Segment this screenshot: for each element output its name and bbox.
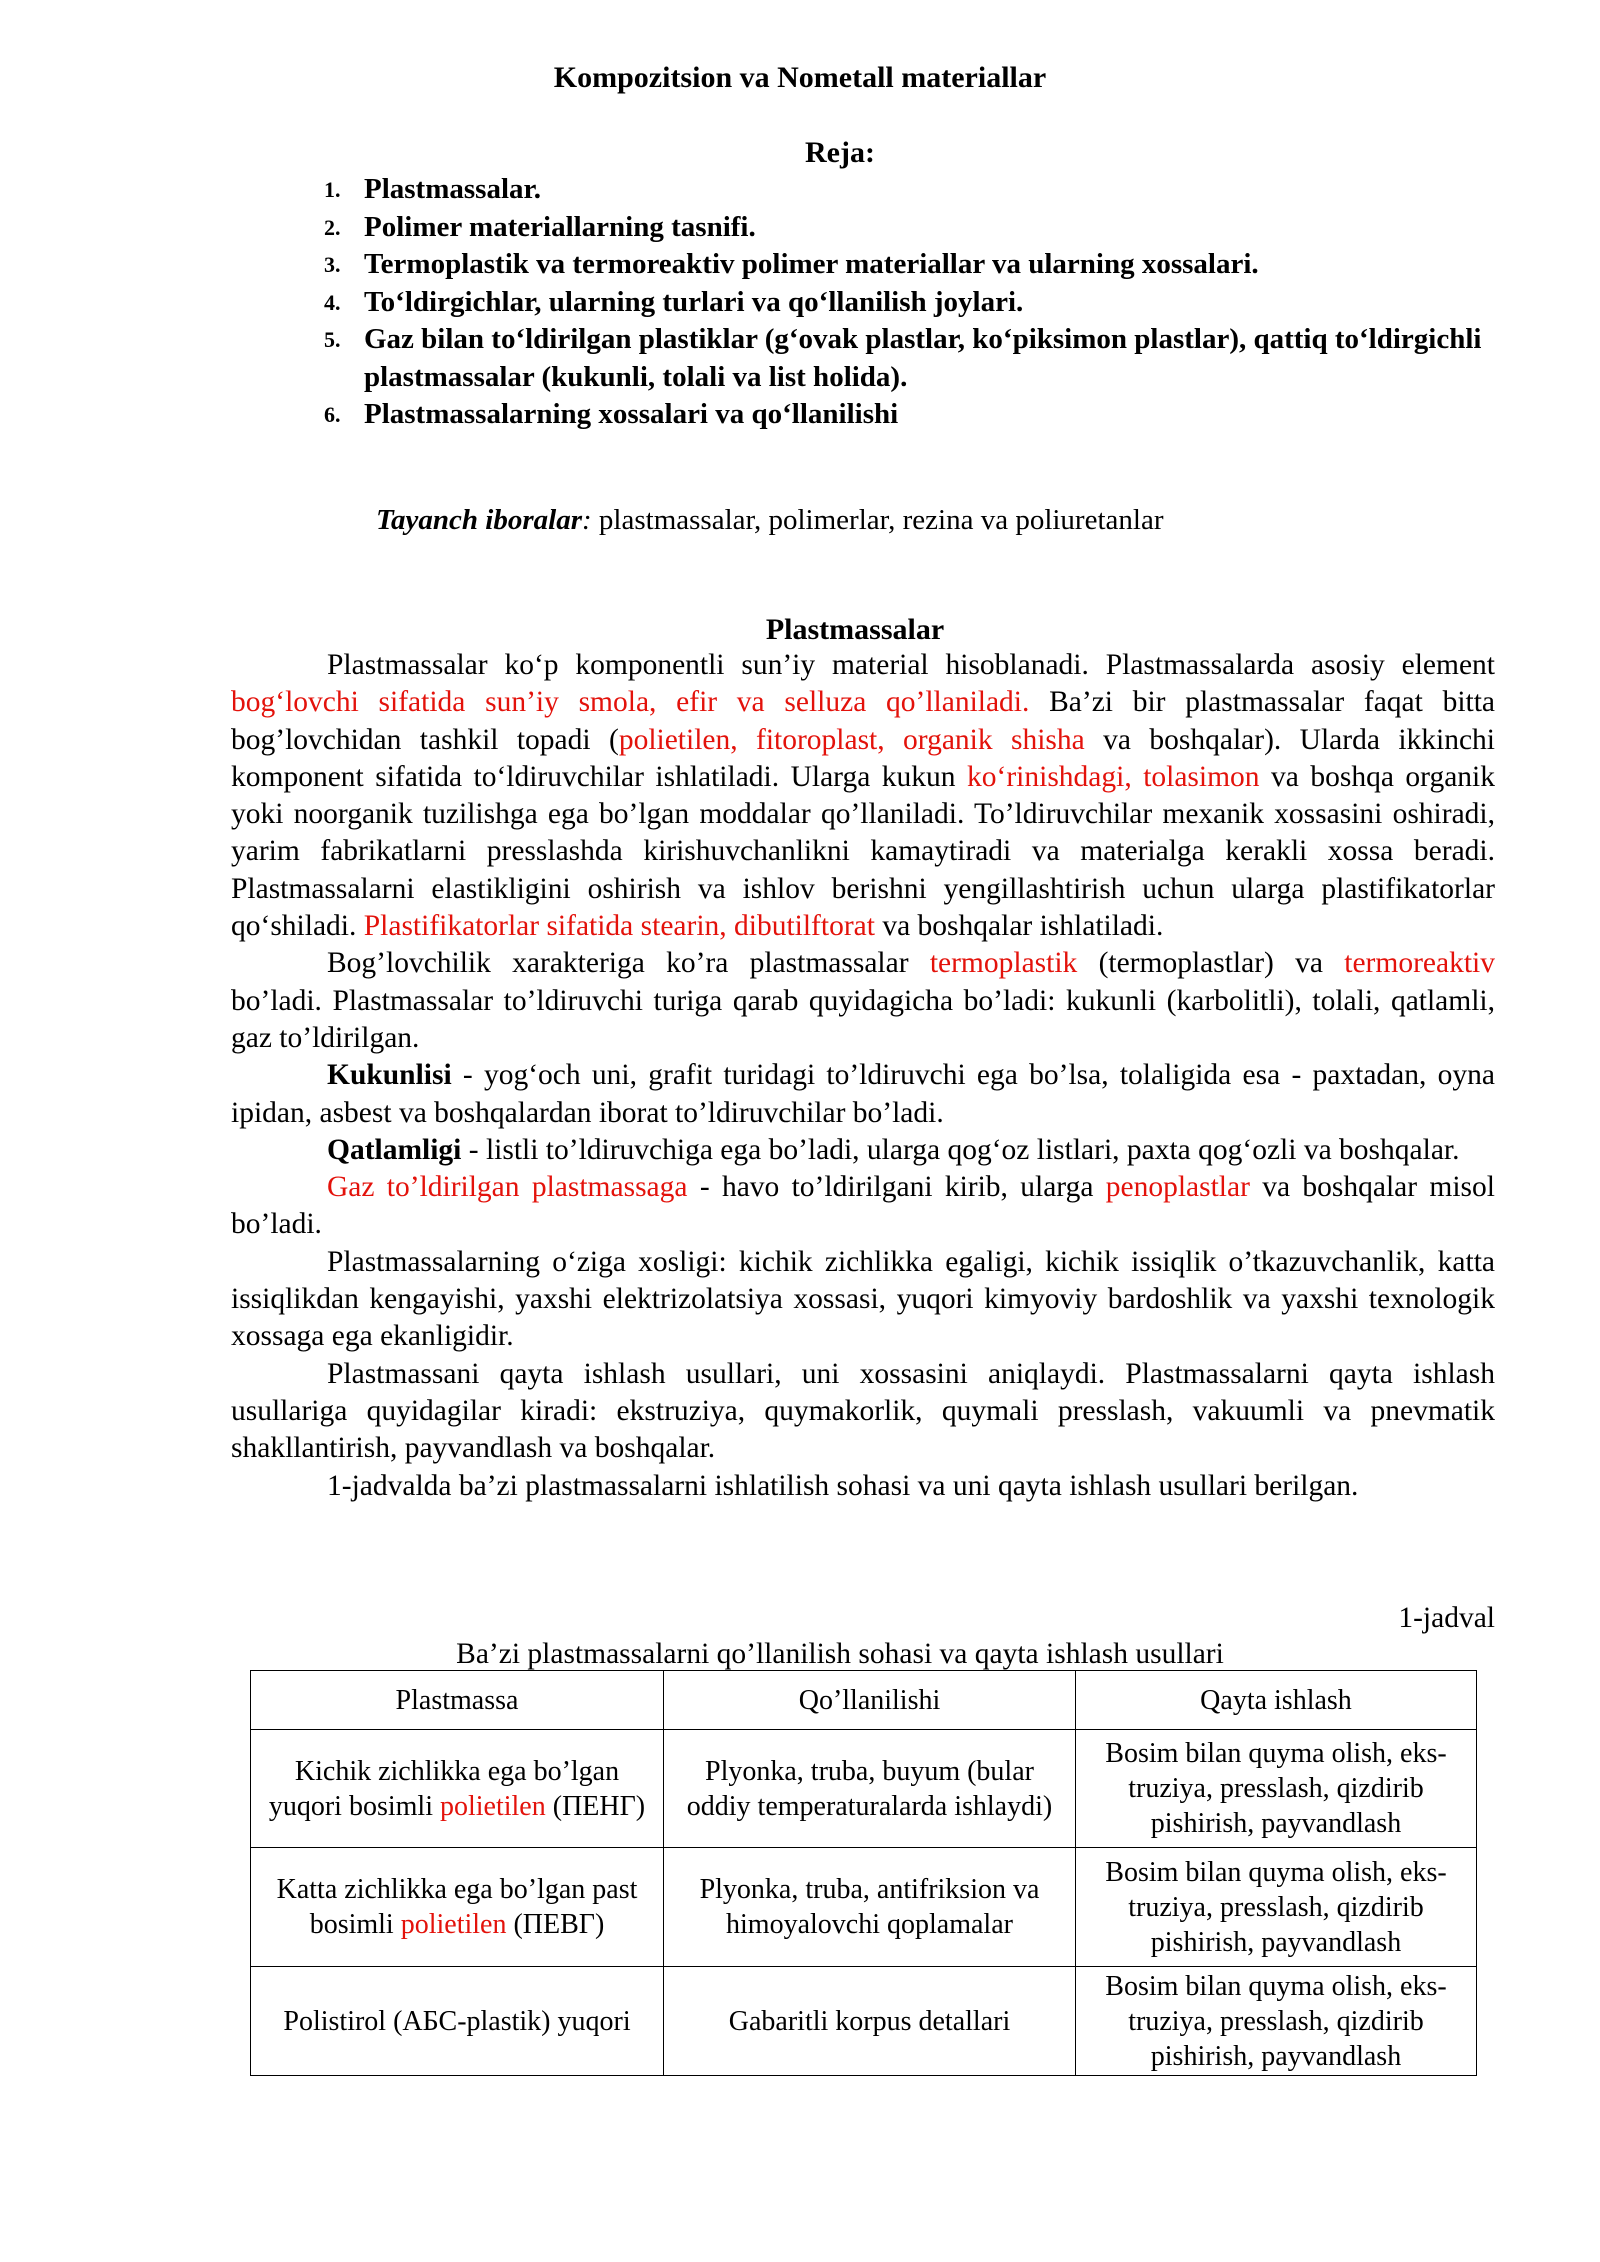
plan-item-number: 2. xyxy=(324,214,341,240)
document-title: Kompozitsion va Nometall materiallar xyxy=(553,61,1047,94)
highlight-run: termoplastik xyxy=(929,947,1078,980)
plan-item-text: Plastmassalarning xossalari va qo‘llanilishi xyxy=(364,398,899,430)
table-cell-processing: Bosim bilan quyma olish, eks-truziya, presslash, qizdirib pishirish, payvandlash xyxy=(1076,1730,1477,1848)
text-run: (ПЕВГ) xyxy=(506,1909,605,1940)
plan-item xyxy=(324,284,1514,322)
table-cell-plastic xyxy=(251,1848,664,1967)
text-run: - listli to’ldiruvchiga ega bo’ladi, ularga qog‘oz listlari, paxta qog‘ozli va boshqalar. xyxy=(461,1133,1460,1166)
table-cell-usage: Plyonka, truba, antifriksion va himoyalovchi qoplamalar xyxy=(664,1848,1076,1967)
plan-item-text: Termoplastik va termoreaktiv polimer materiallar va ularning xossalari. xyxy=(364,248,1259,280)
plan-item-text: Polimer materiallarning tasnifi. xyxy=(364,210,756,243)
text-run: - havo to’ldirilgani kirib, ularga xyxy=(687,1171,1106,1204)
text-run: (termoplastlar) va xyxy=(1077,947,1345,980)
table-cell-processing: Bosim bilan quyma olish, eks-truziya, presslash, qizdirib pishirish, payvandlash xyxy=(1076,1848,1477,1967)
text-run: va boshqa organik yoki noorganik tuzilishga ega bo’lgan moddalar qo’llaniladi. To’ldiruvchilar mexanik xossasini oshiradi, yarim fabrikatlarni presslashda kirishuvchanlikni kamaytiradi va materialga kerakli xossa beradi. Plastmassalarni elastikligini oshirish va ishlov berishni yengillashtirish uchun ularga plastifikatorlar qo‘shiladi. xyxy=(231,760,1495,943)
paragraph: Plastmassani qayta ishlash usullari, uni xossasini aniqlaydi. Plastmassalarni qayta ishlash usullariga quyidagilar kiradi: ekstruziya, quymakorlik, quymali presslash, vakuumli va pnevmatik shakllantirish, payvandlash va boshqalar. xyxy=(231,1357,1495,1465)
highlight-run: polietilen xyxy=(400,1909,507,1940)
paragraph xyxy=(231,1057,1495,1132)
paragraph xyxy=(231,647,1495,945)
plan-item xyxy=(324,246,1514,284)
text-run: va boshqalar misol bo’ladi. xyxy=(231,1171,1495,1241)
keywords-label: Tayanch iboralar xyxy=(376,504,582,536)
text-run: bo’ladi. Plastmassalar to’ldiruvchi turiga qarab quyidagicha bo’ladi: kukunli (karbolitli), tolali, qatlamli, gaz to’ldirilgan. xyxy=(231,984,1495,1054)
paragraph: 1-jadvalda ba’zi plastmassalarni ishlatilish sohasi va uni qayta ishlash usullari berilgan. xyxy=(327,1469,1359,1502)
paragraph: Plastmassalarning o‘ziga xosligi: kichik zichlikka egaligi, kichik issiqlik o’tkazuvchanlik, katta issiqlikdan kengayishi, yaxshi elektrizolatsiya xossasi, yuqori kimyoviy bardoshlik va yaxshi texnologik xossaga ega ekanligidir. xyxy=(231,1245,1495,1353)
highlight-run: bog‘lovchi sifatida sun’iy smola, efir va selluza qo’llaniladi. xyxy=(231,686,1030,719)
text-run: Bog’lovchilik xarakteriga ko’ra plastmassalar xyxy=(327,947,930,980)
highlight-run: polietilen xyxy=(439,1790,546,1822)
text-run: - yog‘och uni, grafit turidagi to’ldiruvchi ega bo’lsa, tolaligida esa - paxtadan, oyna ipidan, asbest va boshqalardan iborat to’ldiruvchilar bo’ladi. xyxy=(231,1059,1495,1129)
highlight-run: termoreaktiv xyxy=(1344,947,1495,980)
table-row xyxy=(251,1967,1477,2076)
text-run: Katta zichlikka ega bo’lgan past bosimli xyxy=(276,1874,638,1940)
plan-item-number: 3. xyxy=(324,252,341,277)
table-cell-plastic xyxy=(251,1730,664,1848)
bold-term: Qatlamligi xyxy=(327,1133,462,1166)
plan-item-number: 1. xyxy=(324,177,341,202)
table-cell-plastic xyxy=(251,1967,664,2076)
text-run: Kichik zichlikka ega bo’lgan yuqori bosimli xyxy=(268,1755,620,1822)
table-header-row xyxy=(251,1671,1477,1730)
table-caption: Ba’zi plastmassalarni qo’llanilish sohasi va qayta ishlash usullari xyxy=(456,1638,1224,1670)
table-row xyxy=(251,1730,1477,1848)
plan-item-number: 5. xyxy=(324,327,341,352)
table-number: 1-jadval xyxy=(1398,1602,1495,1634)
paragraph xyxy=(231,945,1495,1057)
text-run: (ПЕНГ) xyxy=(545,1790,646,1822)
plan-item-number: 6. xyxy=(324,402,341,427)
column-header: Plastmassa xyxy=(251,1671,664,1730)
keywords-line xyxy=(376,500,1526,540)
text-run: Plastmassalar ko‘p komponentli sun’iy material hisoblanadi. Plastmassalarda asosiy element xyxy=(327,649,1495,681)
highlight-run: Plastifikatorlar sifatida stearin, dibutilftorat xyxy=(363,910,875,943)
plan-item-text: To‘ldirgichlar, ularning turlari va qo‘llanilish joylari. xyxy=(364,285,1024,318)
text-run: Polistirol (АБС-plastik) yuqori xyxy=(283,2005,631,2037)
plan-item xyxy=(324,321,1514,396)
plan-title: Reja: xyxy=(805,136,875,169)
plan-item-text: Gaz bilan to‘ldirilgan plastiklar (g‘ovak plastlar, ko‘piksimon plastlar), qattiq to‘ldirgichli plastmassalar (kukunli, tolali va list holida). xyxy=(364,323,1482,393)
plan-item-number: 4. xyxy=(324,289,341,315)
highlight-run: polietilen, fitoroplast, organik shisha xyxy=(618,723,1085,756)
bold-term: Kukunlisi xyxy=(327,1059,452,1092)
plan-item-text: Plastmassalar. xyxy=(364,173,541,205)
table-cell-usage: Plyonka, truba, buyum (bular oddiy temperaturalarda ishlaydi) xyxy=(664,1730,1076,1848)
plastics-table xyxy=(250,1670,1477,2076)
plan-list xyxy=(324,171,1514,434)
plan-item xyxy=(324,396,1514,434)
text-run: va boshqalar). Ularda ikkinchi komponent sifatida to‘ldiruvchilar ishlatiladi. Ularga kukun xyxy=(231,723,1495,793)
column-header: Qo’llanilishi xyxy=(664,1671,1076,1730)
table-cell-usage: Gabaritli korpus detallari xyxy=(664,1967,1076,2076)
section-title: Plastmassalar xyxy=(765,613,945,646)
highlight-run: ko‘rinishdagi, tolasimon xyxy=(967,760,1260,793)
plan-item xyxy=(324,209,1514,247)
paragraph xyxy=(231,1132,1495,1169)
body-text xyxy=(231,647,1495,1505)
paragraph xyxy=(231,1169,1495,1244)
keywords-text: plastmassalar, polimerlar, rezina va poliuretanlar xyxy=(591,504,1164,536)
column-header: Qayta ishlash xyxy=(1076,1671,1477,1730)
plan-item xyxy=(324,171,1514,209)
highlight-run: Gaz to’ldirilgan plastmassaga xyxy=(327,1171,688,1204)
table-row xyxy=(251,1848,1477,1967)
highlight-run: penoplastlar xyxy=(1105,1171,1250,1204)
text-run: va boshqalar ishlatiladi. xyxy=(874,910,1164,943)
keywords-colon: : xyxy=(582,504,592,536)
text-run: Ba’zi bir plastmassalar faqat bitta bog’lovchidan tashkil topadi ( xyxy=(231,686,1496,756)
table-cell-processing: Bosim bilan quyma olish, eks-truziya, presslash, qizdirib pishirish, payvandlash xyxy=(1076,1967,1477,2076)
